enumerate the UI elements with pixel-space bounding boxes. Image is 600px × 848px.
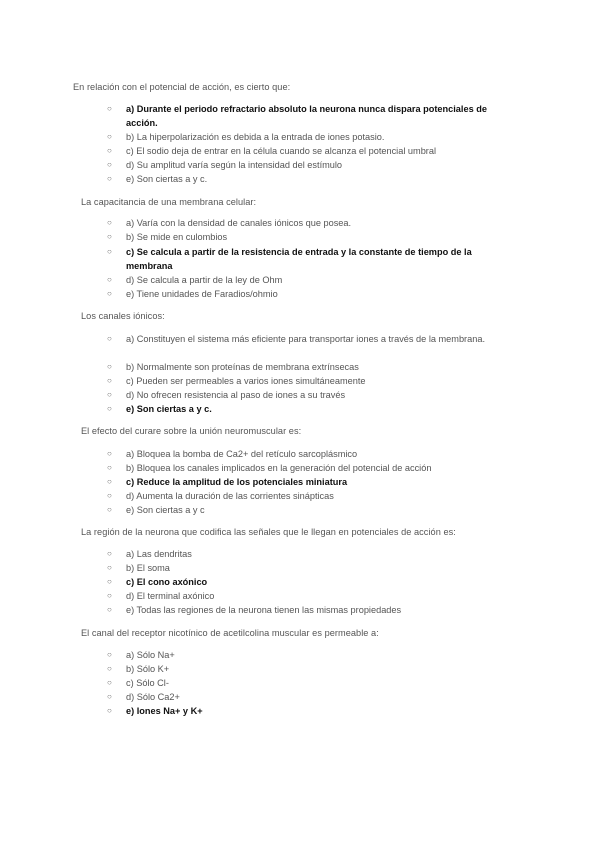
circle-bullet-icon: ○ — [107, 218, 112, 227]
circle-bullet-icon: ○ — [107, 692, 112, 701]
circle-bullet-icon: ○ — [107, 390, 112, 399]
circle-bullet-icon: ○ — [107, 563, 112, 572]
circle-bullet-icon: ○ — [107, 404, 112, 413]
answer-option-text: b) Se mide en culombios — [126, 232, 228, 242]
answer-option-text: e) Todas las regiones de la neurona tienen las mismas propiedades — [126, 605, 402, 615]
circle-bullet-icon: ○ — [107, 650, 112, 659]
answer-option-text: b) Bloquea los canales implicados en la generación del potencial de acción — [126, 463, 432, 473]
question-stem: En relación con el potencial de acción, es cierto que: — [73, 82, 291, 92]
answer-option-text: c) El cono axónico — [126, 577, 208, 587]
answer-option-text: a) Durante el periodo refractario absoluto la neurona nunca dispara potenciales de acción. — [126, 104, 487, 129]
circle-bullet-icon: ○ — [107, 132, 112, 141]
circle-bullet-icon: ○ — [107, 477, 112, 486]
circle-bullet-icon: ○ — [107, 275, 112, 284]
circle-bullet-icon: ○ — [107, 104, 112, 113]
answer-option-text: a) Constituyen el sistema más eficiente para transportar iones a través de la membrana. — [126, 334, 485, 344]
circle-bullet-icon: ○ — [107, 362, 112, 371]
circle-bullet-icon: ○ — [107, 706, 112, 715]
circle-bullet-icon: ○ — [107, 549, 112, 558]
answer-option-text: b) El soma — [126, 563, 170, 573]
answer-option-text: c) El sodio deja de entrar en la célula cuando se alcanza el potencial umbral — [126, 146, 437, 156]
answer-option-text: c) Sólo Cl- — [126, 678, 169, 688]
circle-bullet-icon: ○ — [107, 146, 112, 155]
answer-option-text: c) Se calcula a partir de la resistencia de entrada y la constante de tiempo de la membrana — [126, 247, 472, 272]
answer-option-text: d) Su amplitud varía según la intensidad del estímulo — [126, 160, 343, 170]
circle-bullet-icon: ○ — [107, 160, 112, 169]
answer-option-text: b) La hiperpolarización es debida a la entrada de iones potasio. — [126, 132, 385, 142]
question-stem: La región de la neurona que codifica las señales que le llegan en potenciales de acción es: — [81, 527, 456, 537]
answer-option-text: d) Se calcula a partir de la ley de Ohm — [126, 275, 283, 285]
circle-bullet-icon: ○ — [107, 232, 112, 241]
answer-option-text: e) Iones Na+ y K+ — [126, 706, 203, 716]
answer-option-text: b) Normalmente son proteínas de membrana extrínsecas — [126, 362, 359, 372]
question-stem: La capacitancia de una membrana celular: — [81, 197, 257, 207]
circle-bullet-icon: ○ — [107, 463, 112, 472]
question-stem: El canal del receptor nicotínico de acetilcolina muscular es permeable a: — [81, 628, 379, 638]
answer-option-text: e) Son ciertas a y c — [126, 505, 205, 515]
answer-option-text: a) Varía con la densidad de canales iónicos que posea. — [126, 218, 352, 228]
question-stem: Los canales iónicos: — [81, 311, 165, 321]
circle-bullet-icon: ○ — [107, 449, 112, 458]
answer-option-text: c) Pueden ser permeables a varios iones simultáneamente — [126, 376, 366, 386]
question-stem: El efecto del curare sobre la unión neuromuscular es: — [81, 426, 302, 436]
answer-option-text: b) Sólo K+ — [126, 664, 170, 674]
circle-bullet-icon: ○ — [107, 664, 112, 673]
answer-option-text: d) Sólo Ca2+ — [126, 692, 180, 702]
answer-option-text: a) Bloquea la bomba de Ca2+ del retículo sarcoplásmico — [126, 449, 358, 459]
circle-bullet-icon: ○ — [107, 605, 112, 614]
circle-bullet-icon: ○ — [107, 678, 112, 687]
answer-option-text: c) Reduce la amplitud de los potenciales miniatura — [126, 477, 348, 487]
circle-bullet-icon: ○ — [107, 289, 112, 298]
answer-option-text: d) No ofrecen resistencia al paso de iones a su través — [126, 390, 346, 400]
circle-bullet-icon: ○ — [107, 247, 112, 256]
circle-bullet-icon: ○ — [107, 591, 112, 600]
answer-option-text: d) El terminal axónico — [126, 591, 215, 601]
circle-bullet-icon: ○ — [107, 491, 112, 500]
answer-option-text: e) Son ciertas a y c. — [126, 174, 208, 184]
answer-option-text: a) Las dendritas — [126, 549, 192, 559]
circle-bullet-icon: ○ — [107, 174, 112, 183]
answer-option-text: a) Sólo Na+ — [126, 650, 175, 660]
answer-option-text: e) Tiene unidades de Faradios/ohmio — [126, 289, 278, 299]
circle-bullet-icon: ○ — [107, 334, 112, 343]
circle-bullet-icon: ○ — [107, 376, 112, 385]
circle-bullet-icon: ○ — [107, 505, 112, 514]
circle-bullet-icon: ○ — [107, 577, 112, 586]
answer-option-text: e) Son ciertas a y c. — [126, 404, 212, 414]
answer-option-text: d) Aumenta la duración de las corrientes sinápticas — [126, 491, 334, 501]
